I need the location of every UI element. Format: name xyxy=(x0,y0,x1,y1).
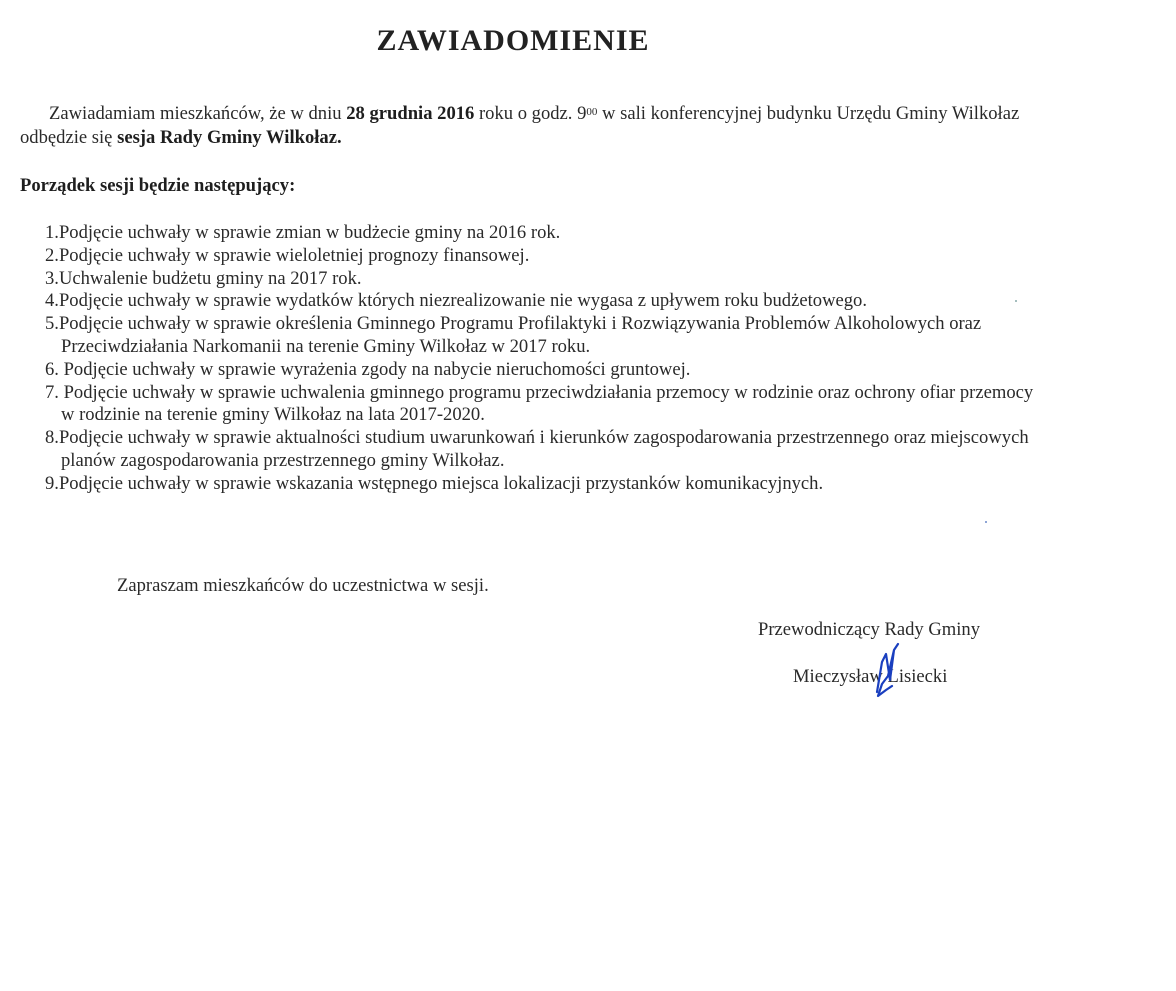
agenda-item xyxy=(45,245,1170,268)
scan-speck xyxy=(985,521,987,523)
signer-name: Mieczysław Lisiecki xyxy=(793,666,948,687)
agenda-item xyxy=(45,427,1170,450)
agenda-item-text: 8.Podjęcie uchwały w sprawie aktualności studium uwarunkowań i kierunków zagospodarowania przestrzennego oraz miejscowych xyxy=(45,427,1029,449)
agenda-item-text: 7. Podjęcie uchwały w sprawie uchwalenia gminnego programu przeciwdziałania przemocy w rodzinie oraz ochrony ofiar przemocy xyxy=(45,381,1034,403)
agenda-item xyxy=(45,382,1170,405)
document-title: ZAWIADOMIENIE xyxy=(376,24,650,57)
agenda-item-text: 1.Podjęcie uchwały w sprawie zmian w budżecie gminy na 2016 rok. xyxy=(45,222,561,243)
intro-text: Zawiadamiam mieszkańców, że w dniu xyxy=(49,103,347,124)
agenda-item-text: 2.Podjęcie uchwały w sprawie wieloletniej prognozy finansowej. xyxy=(45,244,530,266)
closing-invitation: Zapraszam mieszkańców do uczestnictwa w sesji. xyxy=(117,575,489,596)
agenda-item-text: 9.Podjęcie uchwały w sprawie wskazania wstępnego miejsca lokalizacji przystanków komunikacyjnych. xyxy=(45,472,824,494)
handwritten-signature xyxy=(872,640,902,700)
session-name: sesja Rady Gminy Wilkołaz. xyxy=(117,127,342,148)
agenda-item-continuation xyxy=(45,336,1170,359)
agenda-item xyxy=(45,268,1170,291)
agenda-item-text: 6. Podjęcie uchwały w sprawie wyrażenia zgody na nabycie nieruchomości gruntowej. xyxy=(45,358,691,380)
intro-time: roku o godz. 9 xyxy=(474,103,587,124)
agenda-item-text: Przeciwdziałania Narkomanii na terenie Gminy Wilkołaz w 2017 roku. xyxy=(61,335,591,357)
agenda-item xyxy=(45,222,1170,245)
agenda-item-text: 4.Podjęcie uchwały w sprawie wydatków których niezrealizowanie nie wygasa z upływem roku budżetowego. xyxy=(45,290,867,312)
agenda-item xyxy=(45,473,1170,496)
intro-text-2: odbędzie się xyxy=(20,127,118,148)
intro-paragraph xyxy=(20,98,1170,154)
agenda-item xyxy=(45,290,1170,313)
agenda-item-text: 5.Podjęcie uchwały w sprawie określenia Gminnego Programu Profilaktyki i Rozwiązywania Problemów Alkoholowych oraz xyxy=(45,313,982,335)
agenda-item-text: w rodzinie na terenie gminy Wilkołaz na lata 2017-2020. xyxy=(61,404,485,426)
agenda-item xyxy=(45,313,1170,336)
agenda-list xyxy=(45,222,1170,496)
time-minutes: 00 xyxy=(586,106,598,118)
agenda-item-text: planów zagospodarowania przestrzennego gminy Wilkołaz. xyxy=(61,449,505,471)
session-date: 28 grudnia 2016 xyxy=(346,103,475,124)
signer-role: Przewodniczący Rady Gminy xyxy=(758,619,981,640)
agenda-item-text: 3.Uchwalenie budżetu gminy na 2017 rok. xyxy=(45,267,362,289)
agenda-item-continuation xyxy=(45,404,1170,427)
agenda-heading: Porządek sesji będzie następujący: xyxy=(20,175,296,196)
scan-speck xyxy=(1015,300,1017,302)
agenda-item-continuation xyxy=(45,450,1170,473)
agenda-item xyxy=(45,359,1170,382)
intro-location: w sali konferencyjnej budynku Urzędu Gminy Wilkołaz xyxy=(597,103,1020,124)
